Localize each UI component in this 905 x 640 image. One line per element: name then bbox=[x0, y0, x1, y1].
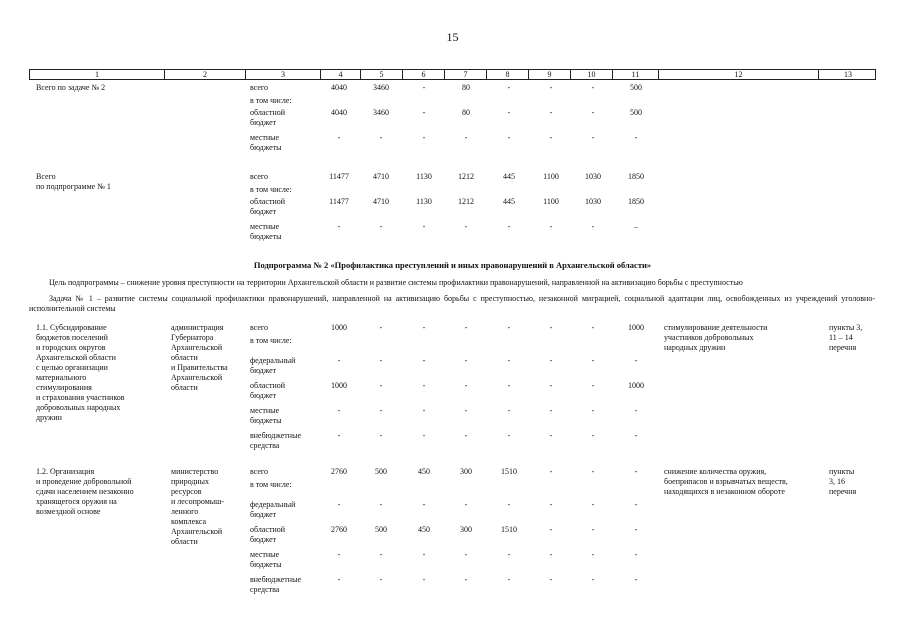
item1-value-cell: - bbox=[591, 431, 595, 440]
block2-value-cell: - bbox=[379, 222, 383, 231]
header-cell-9: 9 bbox=[528, 70, 570, 79]
block2-value-cell: 4710 bbox=[373, 172, 389, 181]
block1-value-cell: - bbox=[549, 108, 553, 117]
item1-source-label: всего bbox=[250, 323, 269, 332]
block1-value-cell: - bbox=[634, 133, 638, 142]
item1-name: 1.1. Субсидирование бюджетов поселений и городских округов Архангельской области с целью организации материального стимулирования и страхования участников добровольных народных дружин bbox=[36, 323, 125, 422]
item1-value-cell: 1000 bbox=[331, 381, 347, 390]
item2-value-cell: - bbox=[634, 500, 638, 509]
block2-value-cell: 11477 bbox=[329, 172, 349, 181]
item1-value-cell: - bbox=[549, 356, 553, 365]
block1-value-cell: - bbox=[507, 83, 511, 92]
block1-value-cell: 3460 bbox=[373, 83, 389, 92]
item2-value-cell: - bbox=[464, 575, 468, 584]
item2-reference: пункты 3, 16 перечня bbox=[829, 467, 857, 496]
item1-value-cell: - bbox=[634, 356, 638, 365]
block2-value-cell: 1850 bbox=[628, 172, 644, 181]
item2-value-cell: - bbox=[464, 500, 468, 509]
item1-value-cell: - bbox=[422, 381, 426, 390]
block2-value-cell: - bbox=[464, 222, 468, 231]
block2-value-cell: 1100 bbox=[543, 197, 559, 206]
item2-value-cell: - bbox=[634, 550, 638, 559]
item1-value-cell: - bbox=[422, 323, 426, 332]
item1-value-cell: 1000 bbox=[628, 381, 644, 390]
block1-value-cell: 500 bbox=[630, 108, 642, 117]
block2-source-label: в том числе: bbox=[250, 185, 292, 194]
block2-value-cell: 445 bbox=[503, 197, 515, 206]
block1-value-cell: 500 bbox=[630, 83, 642, 92]
item1-value-cell: - bbox=[591, 406, 595, 415]
item1-value-cell: - bbox=[422, 406, 426, 415]
item2-name: 1.2. Организация и проведение добровольной сдачи населением незаконно хранящегося оружия на возмездной основе bbox=[36, 467, 134, 516]
block1-value-cell: 4040 bbox=[331, 83, 347, 92]
item2-value-cell: - bbox=[379, 550, 383, 559]
item1-value-cell: - bbox=[337, 356, 341, 365]
header-cell-8: 8 bbox=[486, 70, 528, 79]
block1-value-cell: - bbox=[507, 108, 511, 117]
item2-value-cell: - bbox=[507, 575, 511, 584]
item2-value-cell: - bbox=[549, 467, 553, 476]
item1-reference: пункты 3, 11 – 14 перечня bbox=[829, 323, 863, 352]
subprogram-task: Задача № 1 – развитие системы социальной профилактики правонарушений, направленной на активизацию борьбы с преступностью, незаконной миграцией, социальной адаптации лиц, освобожденных из учреждений уголовно-исполнительной системы bbox=[29, 294, 875, 313]
block1-value-cell: - bbox=[337, 133, 341, 142]
item1-value-cell: - bbox=[379, 406, 383, 415]
block1-value-cell: - bbox=[591, 108, 595, 117]
block1-value-cell: - bbox=[591, 83, 595, 92]
block1-value-cell: - bbox=[591, 133, 595, 142]
block2-source-label: областной бюджет bbox=[250, 197, 286, 216]
item2-value-cell: - bbox=[507, 550, 511, 559]
item2-source-label: федеральный бюджет bbox=[250, 500, 296, 519]
item1-value-cell: - bbox=[549, 406, 553, 415]
item2-value-cell: - bbox=[422, 550, 426, 559]
item1-value-cell: - bbox=[464, 356, 468, 365]
item2-value-cell: - bbox=[379, 575, 383, 584]
item1-value-cell: - bbox=[464, 381, 468, 390]
item2-value-cell: - bbox=[549, 500, 553, 509]
item1-value-cell: - bbox=[591, 356, 595, 365]
item2-value-cell: - bbox=[634, 525, 638, 534]
item1-value-cell: - bbox=[337, 431, 341, 440]
block1-source-label: всего bbox=[250, 83, 269, 92]
item2-executor: министерство природных ресурсов и лесопромыш- ленного комплекса Архангельской области bbox=[171, 467, 224, 546]
item2-value-cell: - bbox=[634, 467, 638, 476]
block1-value-cell: 3460 bbox=[373, 108, 389, 117]
header-cell-10: 10 bbox=[570, 70, 612, 79]
item2-value-cell: - bbox=[549, 550, 553, 559]
table-header-row bbox=[29, 69, 876, 80]
block1-value-cell: 80 bbox=[462, 83, 470, 92]
item2-value-cell: - bbox=[422, 575, 426, 584]
item2-value-cell: 1510 bbox=[501, 525, 517, 534]
block1-source-label: местные бюджеты bbox=[250, 133, 282, 152]
item2-value-cell: - bbox=[507, 500, 511, 509]
item2-result: снижение количества оружия, боеприпасов и взрывчатых веществ, находящихся в незаконном обороте bbox=[664, 467, 788, 496]
block2-source-label: местные бюджеты bbox=[250, 222, 282, 241]
item2-value-cell: - bbox=[591, 550, 595, 559]
header-cell-6: 6 bbox=[402, 70, 444, 79]
item1-source-label: внебюджетные средства bbox=[250, 431, 301, 450]
item2-value-cell: - bbox=[591, 500, 595, 509]
block2-value-cell: 11477 bbox=[329, 197, 349, 206]
item2-source-label: местные бюджеты bbox=[250, 550, 282, 569]
block1-source-label: в том числе: bbox=[250, 96, 292, 105]
item2-value-cell: - bbox=[422, 500, 426, 509]
item1-value-cell: - bbox=[507, 431, 511, 440]
item2-source-label: в том числе: bbox=[250, 480, 292, 489]
block2-value-cell: 1100 bbox=[543, 172, 559, 181]
item1-value-cell: - bbox=[507, 381, 511, 390]
header-cell-13: 13 bbox=[818, 70, 877, 79]
item1-value-cell: - bbox=[507, 356, 511, 365]
item2-source-label: внебюджетные средства bbox=[250, 575, 301, 594]
block2-value-cell: 1212 bbox=[458, 172, 474, 181]
block1-value-cell: 80 bbox=[462, 108, 470, 117]
item1-value-cell: - bbox=[379, 431, 383, 440]
item1-source-label: федеральный бюджет bbox=[250, 356, 296, 375]
item1-value-cell: - bbox=[379, 323, 383, 332]
item2-value-cell: - bbox=[591, 467, 595, 476]
item2-value-cell: - bbox=[379, 500, 383, 509]
item1-value-cell: - bbox=[549, 431, 553, 440]
item2-value-cell: 300 bbox=[460, 525, 472, 534]
item2-value-cell: - bbox=[634, 575, 638, 584]
item2-value-cell: 1510 bbox=[501, 467, 517, 476]
item2-value-cell: - bbox=[591, 575, 595, 584]
block2-value-cell: - bbox=[549, 222, 553, 231]
block1-value-cell: - bbox=[422, 133, 426, 142]
block2-value-cell: – bbox=[634, 222, 638, 231]
item1-value-cell: - bbox=[379, 381, 383, 390]
block1-value-cell: - bbox=[422, 108, 426, 117]
item1-source-label: в том числе: bbox=[250, 336, 292, 345]
block1-label: Всего по задаче № 2 bbox=[36, 83, 106, 92]
block2-value-cell: 445 bbox=[503, 172, 515, 181]
block2-value-cell: 1030 bbox=[585, 197, 601, 206]
block2-value-cell: 1030 bbox=[585, 172, 601, 181]
block1-value-cell: - bbox=[549, 83, 553, 92]
block2-value-cell: 1130 bbox=[416, 197, 432, 206]
item1-value-cell: - bbox=[634, 431, 638, 440]
item1-value-cell: - bbox=[634, 406, 638, 415]
item2-value-cell: 450 bbox=[418, 467, 430, 476]
item1-value-cell: - bbox=[464, 323, 468, 332]
item1-value-cell: 1000 bbox=[628, 323, 644, 332]
item2-value-cell: 500 bbox=[375, 525, 387, 534]
item1-value-cell: - bbox=[507, 406, 511, 415]
item1-result: стимулирование деятельности участников добровольных народных дружин bbox=[664, 323, 768, 352]
block1-source-label: областной бюджет bbox=[250, 108, 286, 127]
block2-value-cell: - bbox=[591, 222, 595, 231]
item1-value-cell: - bbox=[549, 381, 553, 390]
header-cell-5: 5 bbox=[360, 70, 402, 79]
header-cell-4: 4 bbox=[320, 70, 360, 79]
item2-value-cell: - bbox=[464, 550, 468, 559]
item2-value-cell: 500 bbox=[375, 467, 387, 476]
header-cell-7: 7 bbox=[444, 70, 486, 79]
item2-value-cell: - bbox=[337, 500, 341, 509]
item1-executor: администрация Губернатора Архангельской области и Правительства Архангельской области bbox=[171, 323, 228, 392]
block2-value-cell: - bbox=[337, 222, 341, 231]
item1-value-cell: - bbox=[591, 323, 595, 332]
block2-value-cell: 1212 bbox=[458, 197, 474, 206]
item2-value-cell: - bbox=[337, 575, 341, 584]
block2-source-label: всего bbox=[250, 172, 269, 181]
header-cell-3: 3 bbox=[245, 70, 320, 79]
block1-value-cell: - bbox=[464, 133, 468, 142]
item1-value-cell: - bbox=[337, 406, 341, 415]
block1-value-cell: - bbox=[422, 83, 426, 92]
subprogram-goal: Цель подпрограммы – снижение уровня преступности на территории Архангельской области и развитие системы профилактики правонарушений, направленной на активизацию борьбы с преступностью bbox=[49, 278, 743, 287]
header-cell-12: 12 bbox=[658, 70, 818, 79]
block1-value-cell: - bbox=[507, 133, 511, 142]
block1-value-cell: - bbox=[379, 133, 383, 142]
item1-value-cell: - bbox=[422, 431, 426, 440]
item2-value-cell: - bbox=[591, 525, 595, 534]
block2-value-cell: - bbox=[422, 222, 426, 231]
item1-value-cell: - bbox=[464, 406, 468, 415]
block1-value-cell: - bbox=[549, 133, 553, 142]
item1-value-cell: - bbox=[549, 323, 553, 332]
page-number: 15 bbox=[446, 30, 459, 44]
item2-source-label: всего bbox=[250, 467, 269, 476]
block2-value-cell: 1130 bbox=[416, 172, 432, 181]
item2-source-label: областной бюджет bbox=[250, 525, 286, 544]
subprogram-title: Подпрограмма № 2 «Профилактика преступлений и иных правонарушений в Архангельской области» bbox=[253, 260, 652, 270]
block2-value-cell: 4710 bbox=[373, 197, 389, 206]
item2-value-cell: - bbox=[549, 525, 553, 534]
header-cell-2: 2 bbox=[164, 70, 245, 79]
item2-value-cell: 450 bbox=[418, 525, 430, 534]
item2-value-cell: 2760 bbox=[331, 525, 347, 534]
block2-value-cell: 1850 bbox=[628, 197, 644, 206]
item1-value-cell: 1000 bbox=[331, 323, 347, 332]
block2-label: Всего по подпрограмме № 1 bbox=[36, 172, 111, 191]
header-cell-11: 11 bbox=[612, 70, 658, 79]
item1-source-label: местные бюджеты bbox=[250, 406, 282, 425]
item1-value-cell: - bbox=[464, 431, 468, 440]
item2-value-cell: 2760 bbox=[331, 467, 347, 476]
header-cell-1: 1 bbox=[95, 70, 99, 79]
item1-value-cell: - bbox=[591, 381, 595, 390]
item1-value-cell: - bbox=[507, 323, 511, 332]
item2-value-cell: - bbox=[337, 550, 341, 559]
block1-value-cell: 4040 bbox=[331, 108, 347, 117]
item1-source-label: областной бюджет bbox=[250, 381, 286, 400]
item2-value-cell: 300 bbox=[460, 467, 472, 476]
block2-value-cell: - bbox=[507, 222, 511, 231]
item1-value-cell: - bbox=[379, 356, 383, 365]
item1-value-cell: - bbox=[422, 356, 426, 365]
item2-value-cell: - bbox=[549, 575, 553, 584]
